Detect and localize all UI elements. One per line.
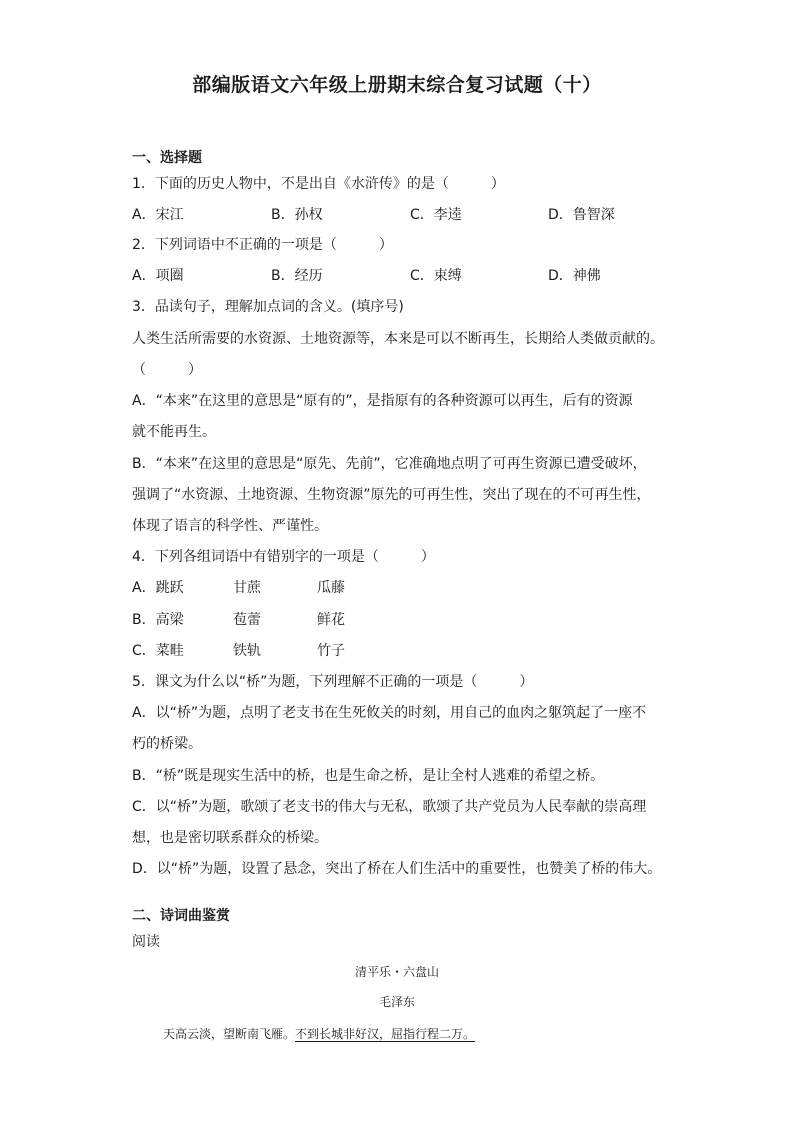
question-5-option-b: B．“桥”既是现实生活中的桥，也是生命之桥，是让全村人逃难的希望之桥。 [132,768,605,784]
question-4-row-b-word1: B．高梁 [132,612,184,628]
question-4-row-c-word3: 竹子 [317,643,345,659]
question-5-option-c-line1: C．以“桥”为题，歌颂了老支书的伟大与无私，歌颂了共产党员为人民奉献的崇高理 [132,799,647,815]
poem-line-1 [163,1025,475,1042]
question-3-option-b-line3: 体现了语言的科学性、严谨性。 [132,518,328,534]
section-heading-poetry: 二、诗词曲鉴赏 [132,908,230,924]
question-3-blank: （ ） [132,362,202,378]
question-4-row-c-word1: C．菜畦 [132,643,184,659]
question-4-row-a-word3: 瓜藤 [317,580,345,596]
question-5-stem: 5．课文为什么以“桥”为题，下列理解不正确的一项是（ ） [132,674,534,690]
question-4-row-a-word2: 甘蔗 [233,580,261,596]
question-3-option-a-line2: 就不能再生。 [132,424,216,440]
read-label: 阅读 [132,934,160,950]
question-5-option-d: D．以“桥”为题，设置了悬念，突出了桥在人们生活中的重要性，也赞美了桥的伟大。 [132,861,662,877]
page-title: 部编版语文六年级上册期末综合复习试题（十） [192,74,602,96]
question-5-option-a-line1: A．以“桥”为题，点明了老支书在生死攸关的时刻，用自己的血肉之躯筑起了一座不 [132,705,647,721]
section-heading-choice: 一、选择题 [132,150,202,166]
question-3-option-b-line1: B．“本来”在这里的意思是“原先、先前”，它准确地点明了可再生资源已遭受破坏， [132,456,647,472]
poem-title: 清平乐・六盘山 [354,965,439,979]
question-4-row-b-word2: 苞蕾 [233,612,261,628]
question-3-option-b-line2: 强调了“水资源、土地资源、生物资源”原先的可再生性，突出了现在的不可再生性， [132,487,651,503]
question-2-stem: 2．下列词语中不正确的一项是（ ） [132,237,393,253]
question-4-row-c-word2: 铁轨 [233,643,261,659]
question-1-option-b: B．孙权 [271,207,323,223]
question-1-option-a: A．宋江 [132,207,184,223]
question-5-option-c-line2: 想，也是密切联系群众的桥梁。 [132,830,328,846]
poem-line-1-plain: 天高云淡，望断南飞雁。 [163,1027,296,1041]
question-4-stem: 4．下列各组词语中有错别字的一项是（ ） [132,549,435,565]
question-1-option-d: D．鲁智深 [548,207,615,223]
poem-line-1-underlined: 不到长城非好汉，屈指行程二万。 [295,1027,476,1041]
question-1-stem: 1．下面的历史人物中，不是出自《水浒传》的是（ ） [132,176,505,192]
question-2-option-c: C．束缚 [410,268,462,284]
question-3-option-a-line1: A．“本来”在这里的意思是“原有的”，是指原有的各种资源可以再生，后有的资源 [132,393,633,409]
question-3-stem: 3．品读句子，理解加点词的含义。(填序号) [132,299,404,315]
question-4-row-a-word1: A．跳跃 [132,580,184,596]
question-2-option-b: B．经历 [271,268,323,284]
question-3-sentence: 人类生活所需要的水资源、土地资源等，本来是可以不断再生，长期给人类做贡献的。 [132,331,664,347]
question-2-option-d: D．神佛 [548,268,601,284]
question-4-row-b-word3: 鲜花 [317,612,345,628]
poem-author: 毛泽东 [378,995,415,1009]
question-1-option-c: C．李逵 [410,207,462,223]
question-2-option-a: A．项圈 [132,268,184,284]
question-5-option-a-line2: 朽的桥梁。 [132,736,202,752]
